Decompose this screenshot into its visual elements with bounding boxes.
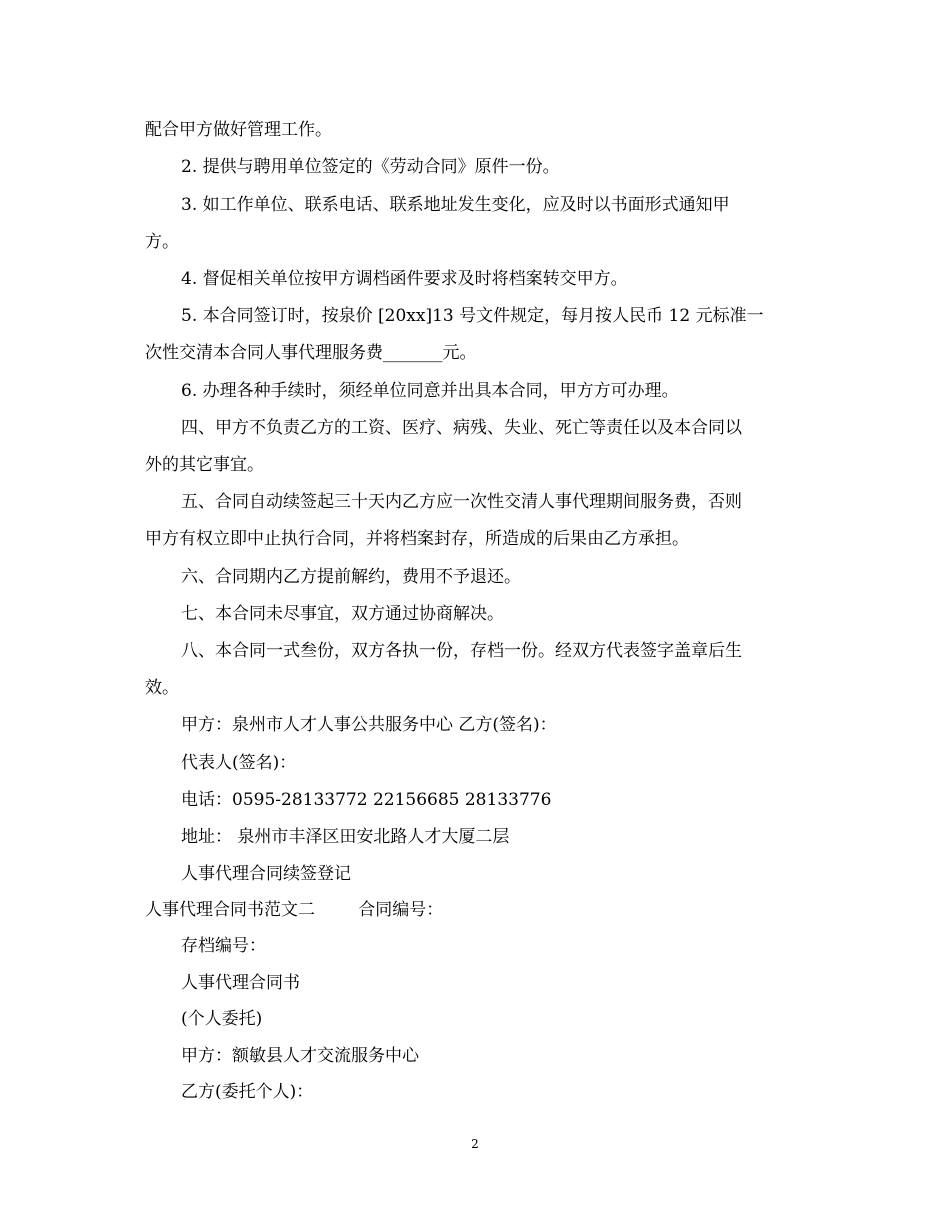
- representative-line: 代表人(签名)：: [181, 753, 297, 773]
- text-line: 六、合同期内乙方提前解约，费用不予退还。: [181, 567, 521, 587]
- party-b-line: 乙方(委托个人)：: [181, 1082, 314, 1102]
- phone-line: 电话：0595-28133772 22156685 28133776: [181, 790, 552, 810]
- party-a-line: 甲方：额敏县人才交流服务中心: [181, 1046, 419, 1066]
- text-line: 3. 如工作单位、联系电话、联系地址发生变化，应及时以书面形式通知甲: [181, 195, 730, 215]
- archive-number-line: 存档编号：: [181, 936, 266, 956]
- renewal-heading: 人事代理合同续签登记: [181, 864, 351, 884]
- text-line: 八、本合同一式叁份，双方各执一份，存档一份。经双方代表签字盖章后生: [181, 641, 742, 661]
- text-line: 四、甲方不负责乙方的工资、医疗、病残、失业、死亡等责任以及本合同以: [181, 418, 742, 438]
- text-line: 外的其它事宜。: [145, 455, 264, 475]
- text-line: 七、本合同未尽事宜，双方通过协商解决。: [181, 604, 504, 624]
- contract-title: 人事代理合同书: [181, 973, 300, 993]
- text-line: 效。: [145, 678, 179, 698]
- text-line: 6. 办理各种手续时，须经单位同意并出具本合同，甲方方可办理。: [181, 381, 679, 401]
- text-line: 4. 督促相关单位按甲方调档函件要求及时将档案转交甲方。: [181, 269, 628, 289]
- text-line: 方。: [145, 232, 179, 252]
- sample-title: 人事代理合同书范文二 合同编号：: [145, 900, 444, 920]
- text-line: 2. 提供与聘用单位签定的《劳动合同》原件一份。: [181, 157, 560, 177]
- contract-subtitle: (个人委托): [181, 1009, 263, 1029]
- address-line: 地址： 泉州市丰泽区田安北路人才大厦二层: [181, 827, 510, 847]
- text-line: 配合甲方做好管理工作。: [145, 120, 332, 140]
- text-line: 五、合同自动续签起三十天内乙方应一次性交清人事代理期间服务费，否则: [181, 492, 742, 512]
- page-number: 2: [471, 1137, 479, 1151]
- text-line: 5. 本合同签订时，按泉价 [20xx]13 号文件规定，每月按人民币 12 元标准一: [181, 306, 764, 326]
- signature-party-a: 甲方：泉州市人才人事公共服务中心 乙方(签名)：: [181, 715, 557, 735]
- text-line: 甲方有权立即中止执行合同，并将档案封存，所造成的后果由乙方承担。: [145, 529, 689, 549]
- text-line: 次性交清本合同人事代理服务费_______元。: [145, 343, 477, 363]
